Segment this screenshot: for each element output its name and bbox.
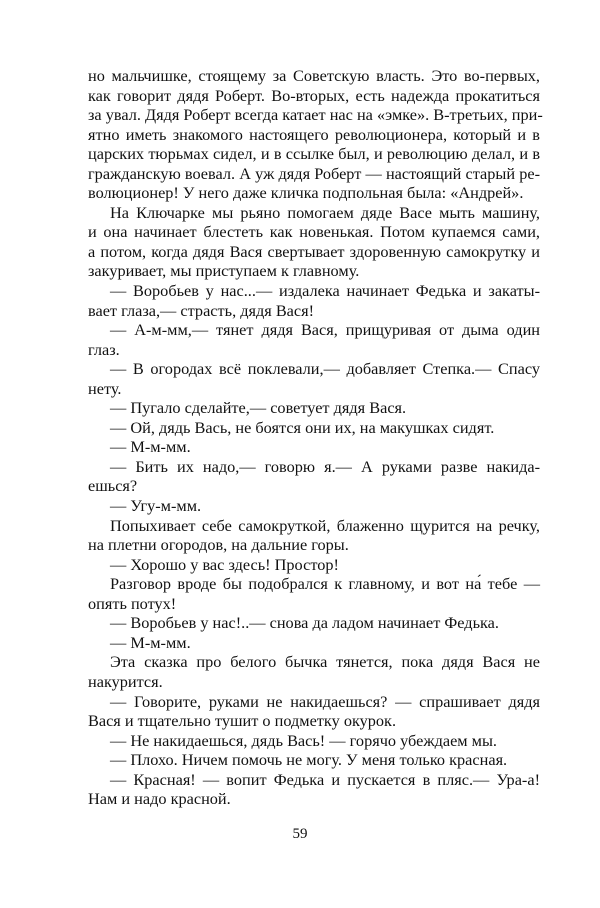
text-line: Попыхивает себе самокруткой, блаженно щурится на речку, — [110, 515, 540, 535]
text-line: — М-м-мм. — [110, 437, 191, 457]
text-line: и она начинает блестеть как новенькая. Потом купаемся сами, — [88, 222, 540, 242]
text-line: ятно иметь знакомого настоящего революционера, который и в — [88, 124, 540, 144]
text-line: — Хорошо у вас здесь! Простор! — [110, 554, 339, 574]
text-line: на плетни огородов, на дальние горы. — [88, 535, 349, 555]
text-line: как говорит дядя Роберт. Во-вторых, есть надежда прокатиться — [88, 85, 540, 105]
text-line: — Говорите, руками не накидаешься? — спрашивает дядя — [110, 691, 540, 711]
text-line: вает глаза,— страсть, дядя Вася! — [88, 300, 315, 320]
text-line: волюционер! У него даже кличка подпольная была: «Андрей». — [88, 183, 524, 203]
text-line: но мальчишке, стоящему за Советскую власть. Это во-первых, — [88, 66, 540, 85]
text-line: — Плохо. Ничем помочь не могу. У меня только красная. — [110, 750, 508, 770]
text-line: — Пугало сделайте,— советует дядя Вася. — [110, 398, 407, 418]
body-text — [88, 66, 543, 809]
text-line: — Ой, дядь Вась, не боятся они их, на макушках сидят. — [110, 417, 495, 437]
text-line: На Ключарке мы рьяно помогаем дяде Васе мыть машину, — [110, 202, 540, 222]
text-line: — Воробьев у нас!..— снова да ладом начинает Федька. — [110, 613, 499, 633]
page-number: 59 — [292, 826, 308, 842]
text-line: накурится. — [88, 671, 163, 691]
text-line: ешься? — [88, 476, 138, 496]
text-line: — М-м-мм. — [110, 632, 191, 652]
text-line: — Красная! — вопит Федька и пускается в пляс.— Ура-а! — [110, 769, 540, 789]
text-line: закуривает, мы приступаем к главному. — [88, 261, 360, 281]
text-line: царских тюрьмах сидел, и в ссылке был, и революцию делал, и в — [88, 144, 540, 164]
text-line: Разговор вроде бы подобрался к главному, и вот на́ тебе — — [110, 574, 540, 594]
text-line: — А-м-мм,— тянет дядя Вася, прищуривая от дыма один — [110, 320, 540, 340]
text-line: гражданскую воевал. А уж дядя Роберт — настоящий старый ре- — [88, 163, 540, 183]
text-line: Нам и надо красной. — [88, 789, 231, 809]
text-line: нету. — [88, 378, 122, 398]
text-line: — В огородах всё поклевали,— добавляет Степка.— Спасу — [110, 359, 540, 379]
text-line: а потом, когда дядя Вася свертывает здоровенную самокрутку и — [88, 241, 540, 261]
text-line: опять потух! — [88, 593, 177, 613]
text-line: глаз. — [88, 339, 120, 359]
text-line: Эта сказка про белого бычка тянется, пока дядя Вася не — [110, 652, 540, 672]
text-line: — Не накидаешься, дядь Вась! — горячо убеждаем мы. — [110, 730, 497, 750]
text-line: — Угу-м-мм. — [110, 496, 202, 516]
text-line: — Бить их надо,— говорю я.— А руками разве накида- — [110, 456, 540, 476]
text-line: — Воробьев у нас...— издалека начинает Федька и закаты- — [110, 281, 540, 301]
text-line: Вася и тщательно тушит о подметку окурок. — [88, 711, 397, 731]
text-line: за увал. Дядя Роберт всегда катает нас на «эмке». В-третьих, при- — [88, 105, 543, 125]
